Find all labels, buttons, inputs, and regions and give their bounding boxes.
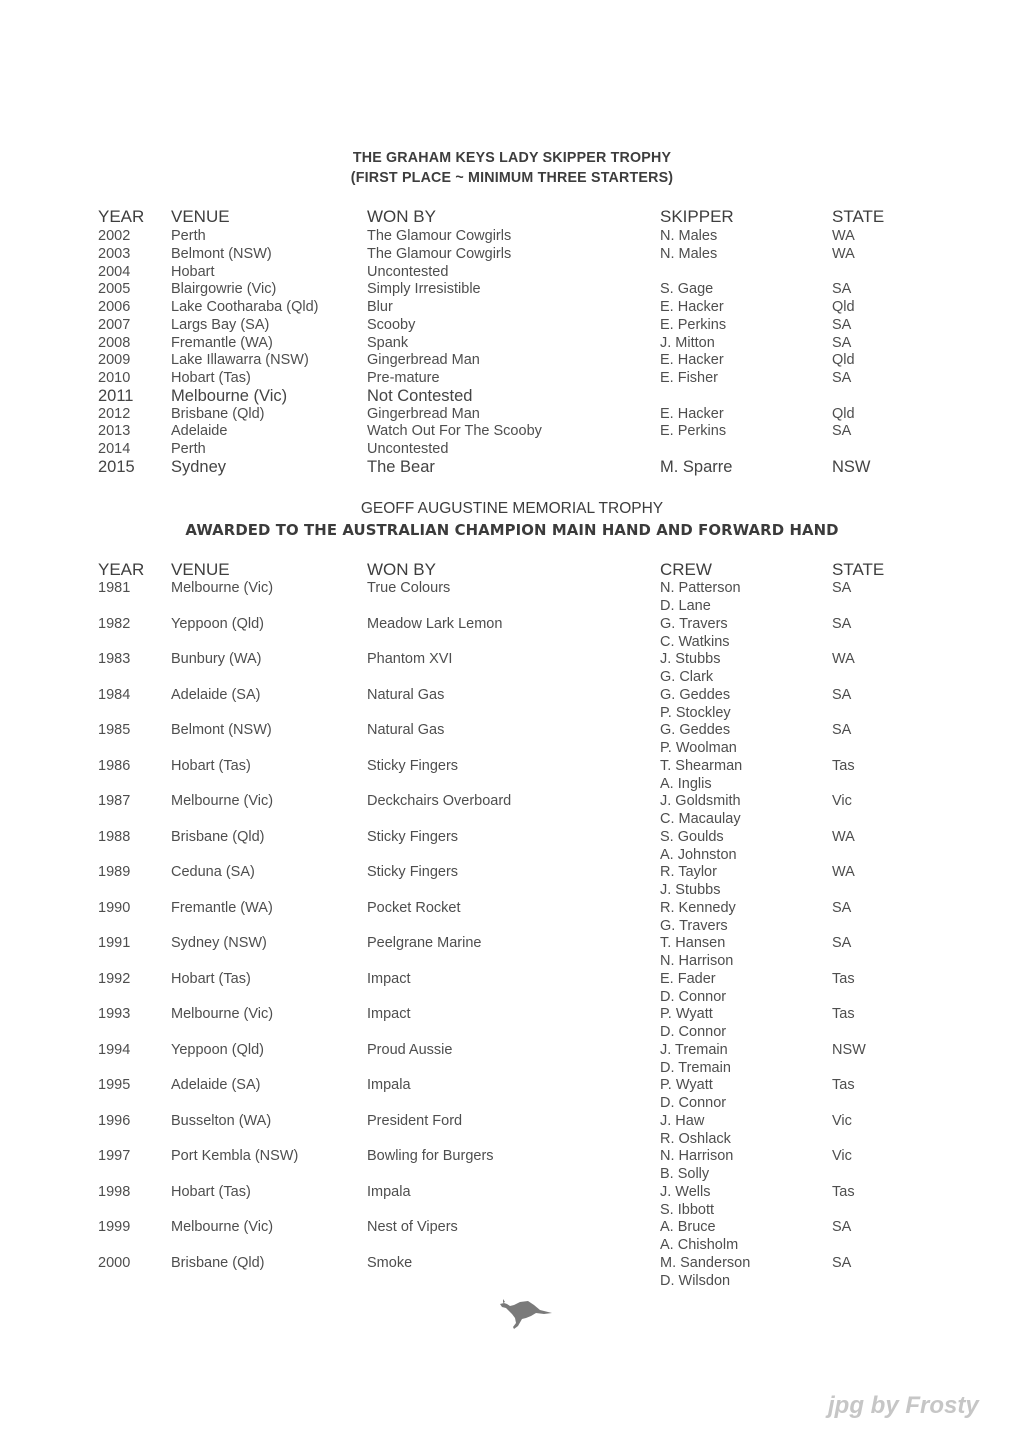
row-crew-member: R. Kennedy [660, 899, 736, 916]
header-venue: VENUE [171, 207, 230, 226]
row-venue: Melbourne (Vic) [171, 580, 274, 596]
row-won-by: Simply Irresistible [367, 281, 481, 298]
row-won-by: Meadow Lark Lemon [367, 615, 503, 632]
row-year: 2002 [98, 228, 131, 244]
row-crew-member: G. Travers [660, 615, 728, 632]
header-won-by: WON BY [367, 207, 436, 226]
row-won-by: Natural Gas [367, 686, 445, 703]
row-won-by: The Bear [367, 457, 435, 476]
row-crew-member: S. Goulds [660, 828, 724, 845]
row-crew-member: J. Stubbs [660, 882, 721, 898]
row-venue: Melbourne (Vic) [171, 1219, 274, 1235]
row-state: WA [832, 651, 855, 667]
row-year: 2013 [98, 423, 131, 440]
row-venue: Hobart (Tas) [171, 370, 251, 386]
row-crew-member: T. Shearman [660, 757, 743, 774]
row-year: 2012 [98, 405, 131, 422]
row-won-by: Deckchairs Overboard [367, 793, 512, 809]
row-state: Vic [832, 793, 852, 809]
row-skipper: E. Fisher [660, 370, 719, 386]
row-venue: Sydney [171, 457, 227, 476]
row-state: SA [832, 1254, 852, 1271]
section1-title: THE GRAHAM KEYS LADY SKIPPER TROPHY [352, 149, 672, 166]
row-venue: Fremantle (WA) [171, 899, 273, 916]
row-venue: Adelaide [171, 423, 228, 440]
row-venue: Hobart (Tas) [171, 970, 251, 987]
row-year: 1981 [98, 580, 131, 596]
row-won-by: Scooby [367, 316, 416, 333]
row-year: 2009 [98, 352, 131, 369]
row-won-by: Sticky Fingers [367, 757, 459, 774]
row-venue: Port Kembla (NSW) [171, 1148, 299, 1164]
row-state: Qld [832, 405, 855, 422]
row-year: 2006 [98, 299, 131, 315]
row-year: 2014 [98, 441, 131, 457]
row-year: 2015 [98, 457, 135, 476]
row-state: SA [832, 686, 852, 703]
header-crew: CREW [660, 560, 712, 579]
row-venue: Brisbane (Qld) [171, 828, 265, 845]
row-year: 1989 [98, 864, 131, 880]
row-state: SA [832, 334, 852, 351]
row-state: SA [832, 423, 852, 440]
row-crew-member: N. Harrison [660, 953, 734, 969]
section2-subtitle: AWARDED TO THE AUSTRALIAN CHAMPION MAIN HAND AND FORWARD HAND [185, 521, 839, 539]
row-state: SA [832, 1219, 852, 1235]
row-year: 1988 [98, 828, 131, 845]
row-won-by: President Ford [367, 1112, 463, 1129]
row-venue: Perth [171, 441, 206, 457]
watermark: jpg by Frosty [828, 1392, 979, 1419]
row-year: 1998 [98, 1183, 131, 1200]
row-crew-member: D. Connor [660, 988, 727, 1005]
row-crew-member: G. Geddes [660, 686, 731, 703]
row-venue: Blairgowrie (Vic) [171, 281, 277, 298]
row-state: SA [832, 281, 852, 298]
row-won-by: Uncontested [367, 263, 449, 280]
row-won-by: Nest of Vipers [367, 1219, 458, 1235]
row-venue: Hobart (Tas) [171, 1183, 251, 1200]
row-state: NSW [832, 457, 871, 476]
row-state: Tas [832, 1077, 855, 1093]
row-year: 2008 [98, 334, 131, 351]
row-crew-member: J. Tremain [660, 1041, 728, 1058]
row-crew-member: R. Oshlack [660, 1130, 731, 1147]
row-won-by: Sticky Fingers [367, 828, 459, 845]
row-crew-member: P. Wyatt [660, 1006, 713, 1022]
row-year: 1995 [98, 1077, 131, 1093]
row-venue: Hobart (Tas) [171, 757, 251, 774]
row-venue: Busselton (WA) [171, 1112, 272, 1129]
row-crew-member: P. Woolman [660, 740, 737, 756]
row-venue: Fremantle (WA) [171, 334, 273, 351]
row-crew-member: A. Johnston [660, 846, 737, 863]
row-skipper: E. Hacker [660, 405, 724, 422]
row-skipper: S. Gage [660, 281, 714, 298]
row-crew-member: D. Connor [660, 1024, 727, 1040]
header-skipper: SKIPPER [660, 207, 734, 226]
row-crew-member: A. Bruce [660, 1219, 716, 1235]
row-crew-member: J. Goldsmith [660, 793, 741, 809]
row-year: 2005 [98, 281, 131, 298]
row-venue: Belmont (NSW) [171, 722, 272, 738]
row-won-by: Sticky Fingers [367, 864, 459, 880]
header-venue: VENUE [171, 560, 230, 579]
row-won-by: Pre-mature [367, 370, 440, 386]
row-venue: Ceduna (SA) [171, 864, 255, 880]
row-venue: Largs Bay (SA) [171, 316, 270, 333]
row-venue: Melbourne (Vic) [171, 793, 274, 809]
row-year: 1994 [98, 1041, 131, 1058]
row-year: 1987 [98, 793, 131, 809]
row-crew-member: D. Wilsdon [660, 1272, 731, 1289]
row-crew-member: J. Wells [660, 1183, 711, 1200]
row-skipper: E. Hacker [660, 352, 724, 369]
row-year: 1997 [98, 1148, 131, 1164]
row-won-by: Impala [367, 1183, 411, 1200]
row-state: SA [832, 580, 852, 596]
row-state: WA [832, 228, 855, 244]
row-year: 2003 [98, 245, 131, 262]
row-crew-member: D. Tremain [660, 1059, 731, 1076]
row-won-by: Proud Aussie [367, 1041, 453, 1058]
row-year: 2011 [98, 386, 134, 405]
header-state: STATE [832, 560, 885, 579]
row-skipper: M. Sparre [660, 457, 733, 476]
row-crew-member: P. Wyatt [660, 1077, 713, 1093]
section2-title: GEOFF AUGUSTINE MEMORIAL TROPHY [360, 500, 664, 517]
row-skipper: E. Perkins [660, 423, 727, 440]
row-won-by: Impact [367, 1006, 411, 1022]
row-state: NSW [832, 1041, 866, 1058]
row-won-by: Peelgrane Marine [367, 935, 482, 951]
row-year: 1982 [98, 615, 131, 632]
row-crew-member: E. Fader [660, 970, 716, 987]
row-state: Qld [832, 352, 855, 369]
row-state: SA [832, 899, 852, 916]
row-crew-member: N. Patterson [660, 580, 741, 596]
row-won-by: Pocket Rocket [367, 899, 461, 916]
row-state: SA [832, 370, 852, 386]
row-venue: Hobart [171, 263, 215, 280]
row-crew-member: J. Stubbs [660, 651, 721, 667]
row-venue: Melbourne (Vic) [171, 1006, 274, 1022]
row-year: 1991 [98, 935, 131, 951]
row-crew-member: P. Stockley [660, 704, 731, 721]
row-venue: Yeppoon (Qld) [171, 1041, 264, 1058]
row-crew-member: R. Taylor [660, 864, 717, 880]
row-venue: Bunbury (WA) [171, 651, 262, 667]
row-year: 2000 [98, 1254, 131, 1271]
row-won-by: Not Contested [367, 386, 473, 405]
row-won-by: Impala [367, 1077, 411, 1093]
row-crew-member: C. Macaulay [660, 811, 741, 827]
row-venue: Belmont (NSW) [171, 245, 272, 262]
row-crew-member: C. Watkins [660, 633, 730, 650]
row-state: WA [832, 864, 855, 880]
row-crew-member: D. Connor [660, 1095, 727, 1111]
row-skipper: N. Males [660, 245, 718, 262]
row-state: Tas [832, 757, 855, 774]
row-state: Qld [832, 299, 855, 315]
row-year: 1999 [98, 1219, 131, 1235]
row-state: WA [832, 245, 855, 262]
row-state: Tas [832, 970, 855, 987]
row-state: SA [832, 316, 852, 333]
row-skipper: E. Perkins [660, 316, 727, 333]
row-won-by: Impact [367, 970, 411, 987]
row-year: 2004 [98, 263, 131, 280]
row-crew-member: N. Harrison [660, 1148, 734, 1164]
section1-subtitle: (FIRST PLACE ~ MINIMUM THREE STARTERS) [350, 169, 674, 186]
row-skipper: J. Mitton [660, 334, 715, 351]
row-won-by: Blur [367, 299, 393, 315]
row-won-by: Watch Out For The Scooby [367, 423, 542, 440]
row-year: 1983 [98, 651, 131, 667]
row-year: 2010 [98, 370, 131, 386]
row-year: 1993 [98, 1006, 131, 1022]
row-won-by: Gingerbread Man [367, 352, 480, 369]
row-crew-member: G. Travers [660, 917, 728, 934]
row-skipper: N. Males [660, 228, 718, 244]
row-venue: Lake Illawarra (NSW) [171, 352, 309, 369]
row-won-by: The Glamour Cowgirls [367, 245, 512, 262]
row-crew-member: T. Hansen [660, 935, 726, 951]
row-venue: Yeppoon (Qld) [171, 615, 264, 632]
row-crew-member: A. Chisholm [660, 1237, 739, 1253]
header-won-by: WON BY [367, 560, 436, 579]
row-venue: Brisbane (Qld) [171, 1254, 265, 1271]
row-state: SA [832, 722, 852, 738]
row-crew-member: S. Ibbott [660, 1201, 715, 1218]
row-won-by: The Glamour Cowgirls [367, 228, 512, 244]
kangaroo-icon [498, 1296, 554, 1330]
header-year: YEAR [98, 207, 145, 226]
row-crew-member: G. Geddes [660, 722, 731, 738]
row-state: Tas [832, 1006, 855, 1022]
row-crew-member: M. Sanderson [660, 1254, 751, 1271]
header-year: YEAR [98, 560, 145, 579]
row-won-by: Bowling for Burgers [367, 1148, 494, 1164]
row-won-by: Natural Gas [367, 722, 445, 738]
row-crew-member: G. Clark [660, 669, 714, 685]
row-venue: Adelaide (SA) [171, 1077, 261, 1093]
row-state: Vic [832, 1148, 852, 1164]
row-state: SA [832, 615, 852, 632]
row-state: WA [832, 828, 855, 845]
row-won-by: Phantom XVI [367, 651, 453, 667]
row-crew-member: J. Haw [660, 1112, 705, 1129]
row-venue: Adelaide (SA) [171, 686, 261, 703]
row-skipper: E. Hacker [660, 299, 724, 315]
row-year: 2007 [98, 316, 131, 333]
row-venue: Lake Cootharaba (Qld) [171, 299, 319, 315]
row-year: 1996 [98, 1112, 131, 1129]
row-venue: Brisbane (Qld) [171, 405, 265, 422]
row-won-by: True Colours [367, 580, 451, 596]
row-venue: Perth [171, 228, 206, 244]
row-crew-member: A. Inglis [660, 775, 712, 792]
row-state: Vic [832, 1112, 852, 1129]
row-year: 1992 [98, 970, 131, 987]
row-won-by: Uncontested [367, 441, 449, 457]
row-year: 1984 [98, 686, 131, 703]
row-year: 1990 [98, 899, 131, 916]
row-venue: Sydney (NSW) [171, 935, 267, 951]
row-won-by: Spank [367, 334, 409, 351]
row-state: Tas [832, 1183, 855, 1200]
row-crew-member: B. Solly [660, 1166, 710, 1182]
header-state: STATE [832, 207, 885, 226]
row-won-by: Gingerbread Man [367, 405, 480, 422]
row-state: SA [832, 935, 852, 951]
row-won-by: Smoke [367, 1254, 413, 1271]
row-venue: Melbourne (Vic) [171, 386, 288, 405]
row-year: 1985 [98, 722, 131, 738]
row-crew-member: D. Lane [660, 598, 711, 614]
row-year: 1986 [98, 757, 131, 774]
